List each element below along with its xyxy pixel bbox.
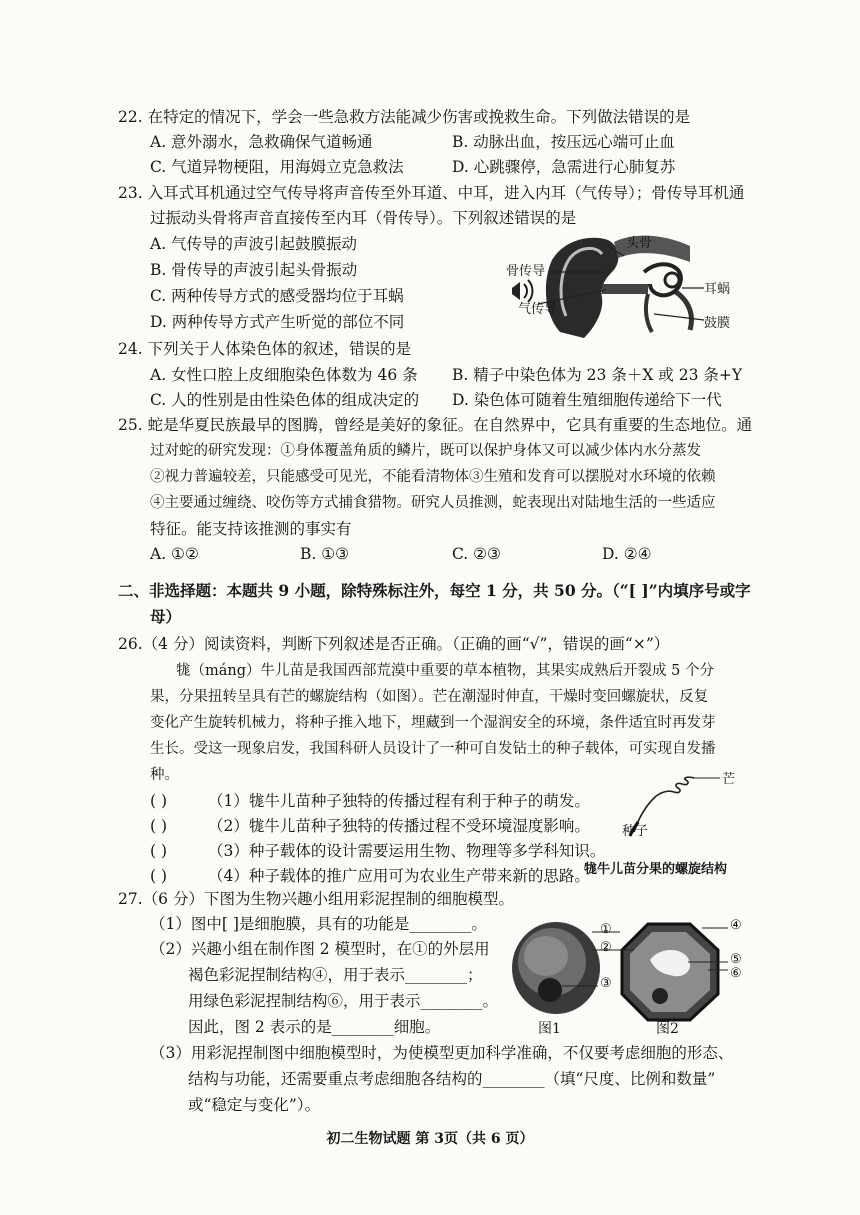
cell-label-2: ② (600, 940, 612, 955)
q26-judge-blank-2[interactable]: ( ) (150, 817, 168, 835)
q25-line4: ④主要通过缠绕、咬伤等方式捕食猎物。研究人员推测，蛇表现出对陆地生活的一些适应 (150, 495, 716, 511)
q22-stem: 22. 在特定的情况下，学会一些急救方法能减少伤害或挽救生命。下列做法错误的是 (118, 108, 691, 126)
cell-figure-1-caption: 图1 (538, 1021, 561, 1037)
q24-option-d: D. 染色体可随着生殖细胞传递给下一代 (452, 391, 722, 409)
q26-stem: 26.（4 分）阅读资料，判断下列叙述是否正确。（正确的画“√”，错误的画“×”） (118, 635, 670, 653)
q26-statement-3: （3）种子载体的设计需要运用生物、物理等多学科知识。 (208, 842, 606, 860)
q27-part2-line2: 褐色彩泥捏制结构④，用于表示________； (188, 966, 483, 984)
ear-label-eardrum: 鼓膜 (704, 316, 731, 331)
seed-label-awn: 芒 (722, 772, 736, 787)
q22-option-a: A. 意外溺水，急救确保气道畅通 (150, 133, 373, 151)
q25-line2: 过对蛇的研究发现：①身体覆盖角质的鳞片，既可以保护身体又可以减少体内水分蒸发 (150, 443, 701, 459)
q27-part3: （3）用彩泥捏制图中细胞模型时，为使模型更加科学准确，不仅要考虑细胞的形态、 (150, 1044, 734, 1062)
q26-passage-2: 果，分果扭转呈具有芒的螺旋结构（如图）。芒在潮湿时伸直，干燥时变回螺旋状，反复 (150, 689, 709, 705)
q26-statement-1: （1）牻牛儿苗种子独特的传播过程有利于种子的萌发。 (208, 792, 590, 810)
q26-passage-5: 种。 (150, 767, 179, 783)
q25-option-d: D. ②④ (602, 545, 652, 563)
ear-label-bone-conduction: 骨传导 (506, 264, 546, 279)
cell-model-figure (500, 912, 750, 1036)
ear-label-cochlea: 耳蜗 (704, 282, 731, 297)
q24-option-c: C. 人的性别是由性染色体的组成决定的 (150, 391, 420, 409)
q25-line5: 特征。能支持该推测的事实有 (150, 520, 352, 538)
ear-label-air-conduction: 气传导 (518, 302, 558, 317)
q25-option-c: C. ②③ (452, 545, 501, 563)
cell-label-4: ④ (730, 918, 742, 933)
cell-label-1: ① (600, 922, 612, 937)
q22-option-d: D. 心跳骤停，急需进行心肺复苏 (452, 158, 676, 176)
q26-statement-2: （2）牻牛儿苗种子独特的传播过程不受环境湿度影响。 (208, 817, 590, 835)
q24-option-a: A. 女性口腔上皮细胞染色体数为 46 条 (150, 366, 418, 384)
q24-option-b: B. 精子中染色体为 23 条＋X 或 23 条+Y (452, 366, 743, 384)
section2-heading: 二、非选择题：本题共 9 小题，除特殊标注外，每空 1 分，共 50 分。（“[ ]”内填序号或字 (118, 581, 751, 600)
q27-part2-line4: 因此，图 2 表示的是________细胞。 (188, 1018, 441, 1036)
q26-passage-3: 变化产生旋转机械力，将种子推入地下，埋藏到一个湿润安全的环境，条件适宜时再发芽 (150, 715, 716, 731)
q27-part2: （2）兴趣小组在制作图 2 模型时，在①的外层用 (150, 940, 490, 958)
q23-option-a: A. 气传导的声波引起鼓膜振动 (150, 235, 358, 253)
seed-figure-caption: 牻牛儿苗分果的螺旋结构 (584, 862, 728, 877)
cell-label-6: ⑥ (730, 966, 742, 981)
cell-label-3: ③ (600, 976, 612, 991)
q26-judge-blank-4[interactable]: ( ) (150, 867, 168, 885)
q25-line1: 25. 蛇是华夏民族最早的图腾，曾经是美好的象征。在自然界中，它具有重要的生态地位。通 (118, 416, 753, 434)
q22-option-c: C. 气道异物梗阻，用海姆立克急救法 (150, 158, 404, 176)
q24-stem: 24. 下列关于人体染色体的叙述，错误的是 (118, 340, 412, 358)
q25-option-b: B. ①③ (300, 545, 350, 563)
cell-figure-2-caption: 图2 (656, 1021, 679, 1037)
ear-label-skull: 头骨 (626, 236, 653, 251)
q23-option-b: B. 骨传导的声波引起头骨振动 (150, 261, 358, 279)
q25-option-a: A. ①② (150, 545, 199, 563)
q26-passage-1: 牻（máng）牛儿苗是我国西部荒漠中重要的草本植物，其果实成熟后开裂成 5 个分 (176, 663, 714, 679)
q27-part2-line3: 用绿色彩泥捏制结构⑥，用于表示________。 (188, 992, 499, 1010)
q23-stem-line1: 23. 入耳式耳机通过空气传导将声音传至外耳道、中耳，进入内耳（气传导）；骨传导耳机通 (118, 184, 745, 202)
section2-heading-cont: 母） (150, 607, 182, 626)
q27-part3-line2: 结构与功能，还需要重点考虑细胞各结构的________（填“尺度、比例和数量” (188, 1070, 716, 1088)
q27-part1: （1）图中[ ]是细胞膜，具有的功能是________。 (150, 915, 487, 933)
q26-statement-4: （4）种子载体的推广应用可为农业生产带来新的思路。 (208, 867, 590, 885)
q23-option-d: D. 两种传导方式产生听觉的部位不同 (150, 313, 405, 331)
q26-judge-blank-1[interactable]: ( ) (150, 792, 168, 810)
q25-line3: ②视力普遍较差，只能感受可见光，不能看清物体③生殖和发育可以摆脱对水环境的依赖 (150, 469, 716, 485)
q23-stem-line2: 过振动头骨将声音直接传至内耳（骨传导）。下列叙述错误的是 (150, 209, 577, 227)
q22-option-b: B. 动脉出血，按压远心端可止血 (452, 133, 675, 151)
ear-diagram (494, 232, 734, 344)
q27-stem: 27.（6 分）下图为生物兴趣小组用彩泥捏制的细胞模型。 (118, 890, 514, 908)
q26-passage-4: 生长。受这一现象启发，我国科研人员设计了一种可自发钻土的种子载体，可实现自发播 (150, 741, 716, 757)
page-footer: 初二生物试题 第 3页（共 6 页） (326, 1131, 534, 1147)
q26-judge-blank-3[interactable]: ( ) (150, 842, 168, 860)
seed-label-seed: 种子 (622, 824, 649, 839)
cell-label-5: ⑤ (730, 952, 742, 967)
q23-option-c: C. 两种传导方式的感受器均位于耳蜗 (150, 287, 404, 305)
ear-figure (494, 232, 734, 344)
q27-part3-line3: 或“稳定与变化”）。 (188, 1096, 321, 1114)
